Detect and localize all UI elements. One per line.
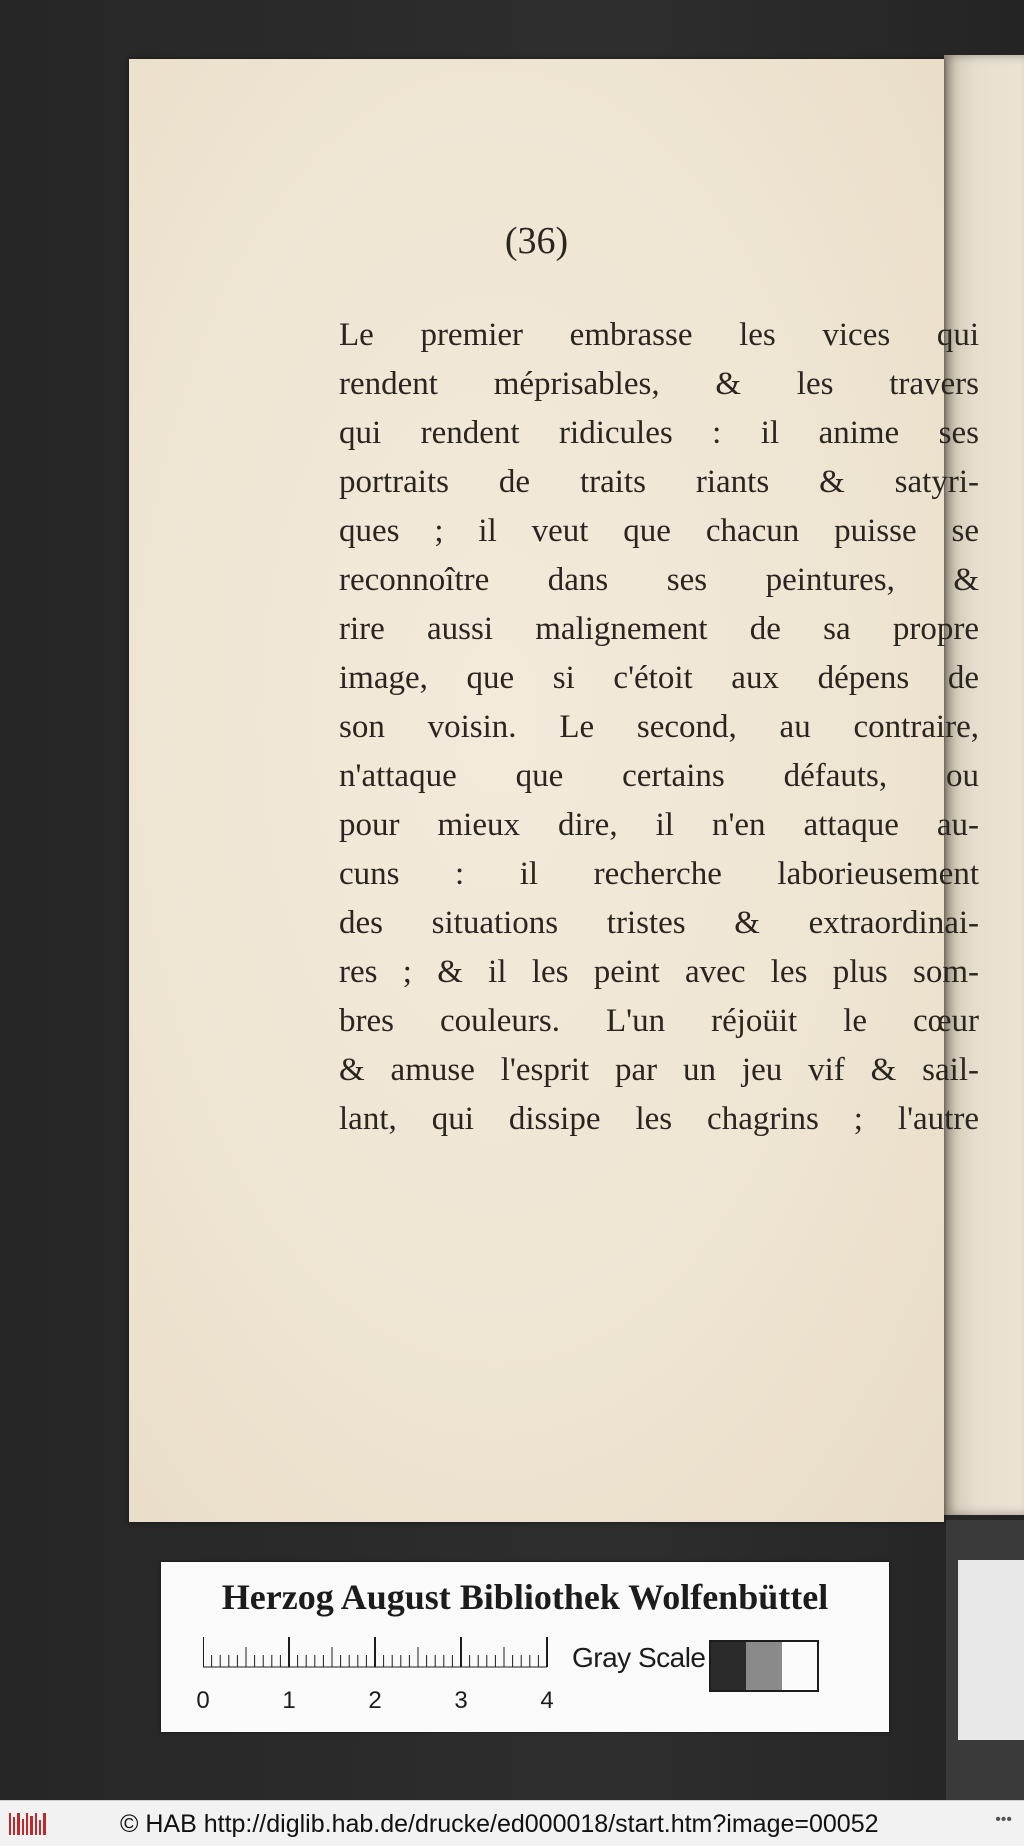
text-line: image, que si c'étoit aux dépens de: [339, 660, 979, 696]
text-line: Le premier embrasse les vices qui: [339, 317, 979, 353]
text-line: reconnoître dans ses peintures, &: [339, 562, 979, 598]
ruler-label: 3: [454, 1687, 468, 1714]
page-number: (36): [504, 220, 569, 262]
text-line: des situations tristes & extraordinai-: [339, 905, 979, 941]
ruler-label: 0: [196, 1687, 210, 1714]
page-text: [339, 311, 979, 1144]
text-line: qui rendent ridicules : il anime ses: [339, 415, 979, 451]
ruler-ticks: [203, 1637, 553, 1687]
gray-swatch: [782, 1642, 817, 1690]
gray-swatch: [711, 1642, 746, 1690]
text-line: portraits de traits riants & satyri-: [339, 464, 979, 500]
book-page: [129, 59, 979, 1522]
hab-barcode-logo-icon: [8, 1811, 48, 1837]
ruler-label: 1: [282, 1687, 296, 1714]
permalink-link[interactable]: © HAB http://diglib.hab.de/drucke/ed000018/start.htm?image=00052: [120, 1810, 879, 1838]
text-line: & amuse l'esprit par un jeu vif & sail-: [339, 1052, 979, 1088]
text-line: bres couleurs. L'un réjoüit le cœur: [339, 1003, 979, 1039]
ruler-label: 2: [368, 1687, 382, 1714]
text-line: res ; & il les peint avec les plus som-: [339, 954, 979, 990]
ruler-label: 4: [540, 1687, 554, 1714]
footer-bar: [0, 1800, 1024, 1846]
text-line: son voisin. Le second, au contraire,: [339, 709, 979, 745]
text-line: rendent méprisables, & les travers: [339, 366, 979, 402]
text-line: cuns : il recherche laborieusement: [339, 856, 979, 892]
gray-swatch: [746, 1642, 781, 1690]
library-name: Herzog August Bibliothek Wolfenbüttel: [221, 1577, 829, 1617]
text-line: rire aussi malignement de sa propre: [339, 611, 979, 647]
text-line: lant, qui dissipe les chagrins ; l'autre: [339, 1101, 979, 1137]
more-options-icon[interactable]: •••: [995, 1811, 1012, 1828]
text-line: pour mieux dire, il n'en attaque au-: [339, 807, 979, 843]
side-card: [958, 1560, 1024, 1740]
gray-scale-label: Gray Scale: [572, 1642, 706, 1673]
gray-scale-swatches: [709, 1640, 819, 1692]
scale-ruler: [196, 1637, 554, 1714]
text-line: n'attaque que certains défauts, ou: [339, 758, 979, 794]
text-line: ques ; il veut que chacun puisse se: [339, 513, 979, 549]
color-target-card: [161, 1562, 889, 1732]
